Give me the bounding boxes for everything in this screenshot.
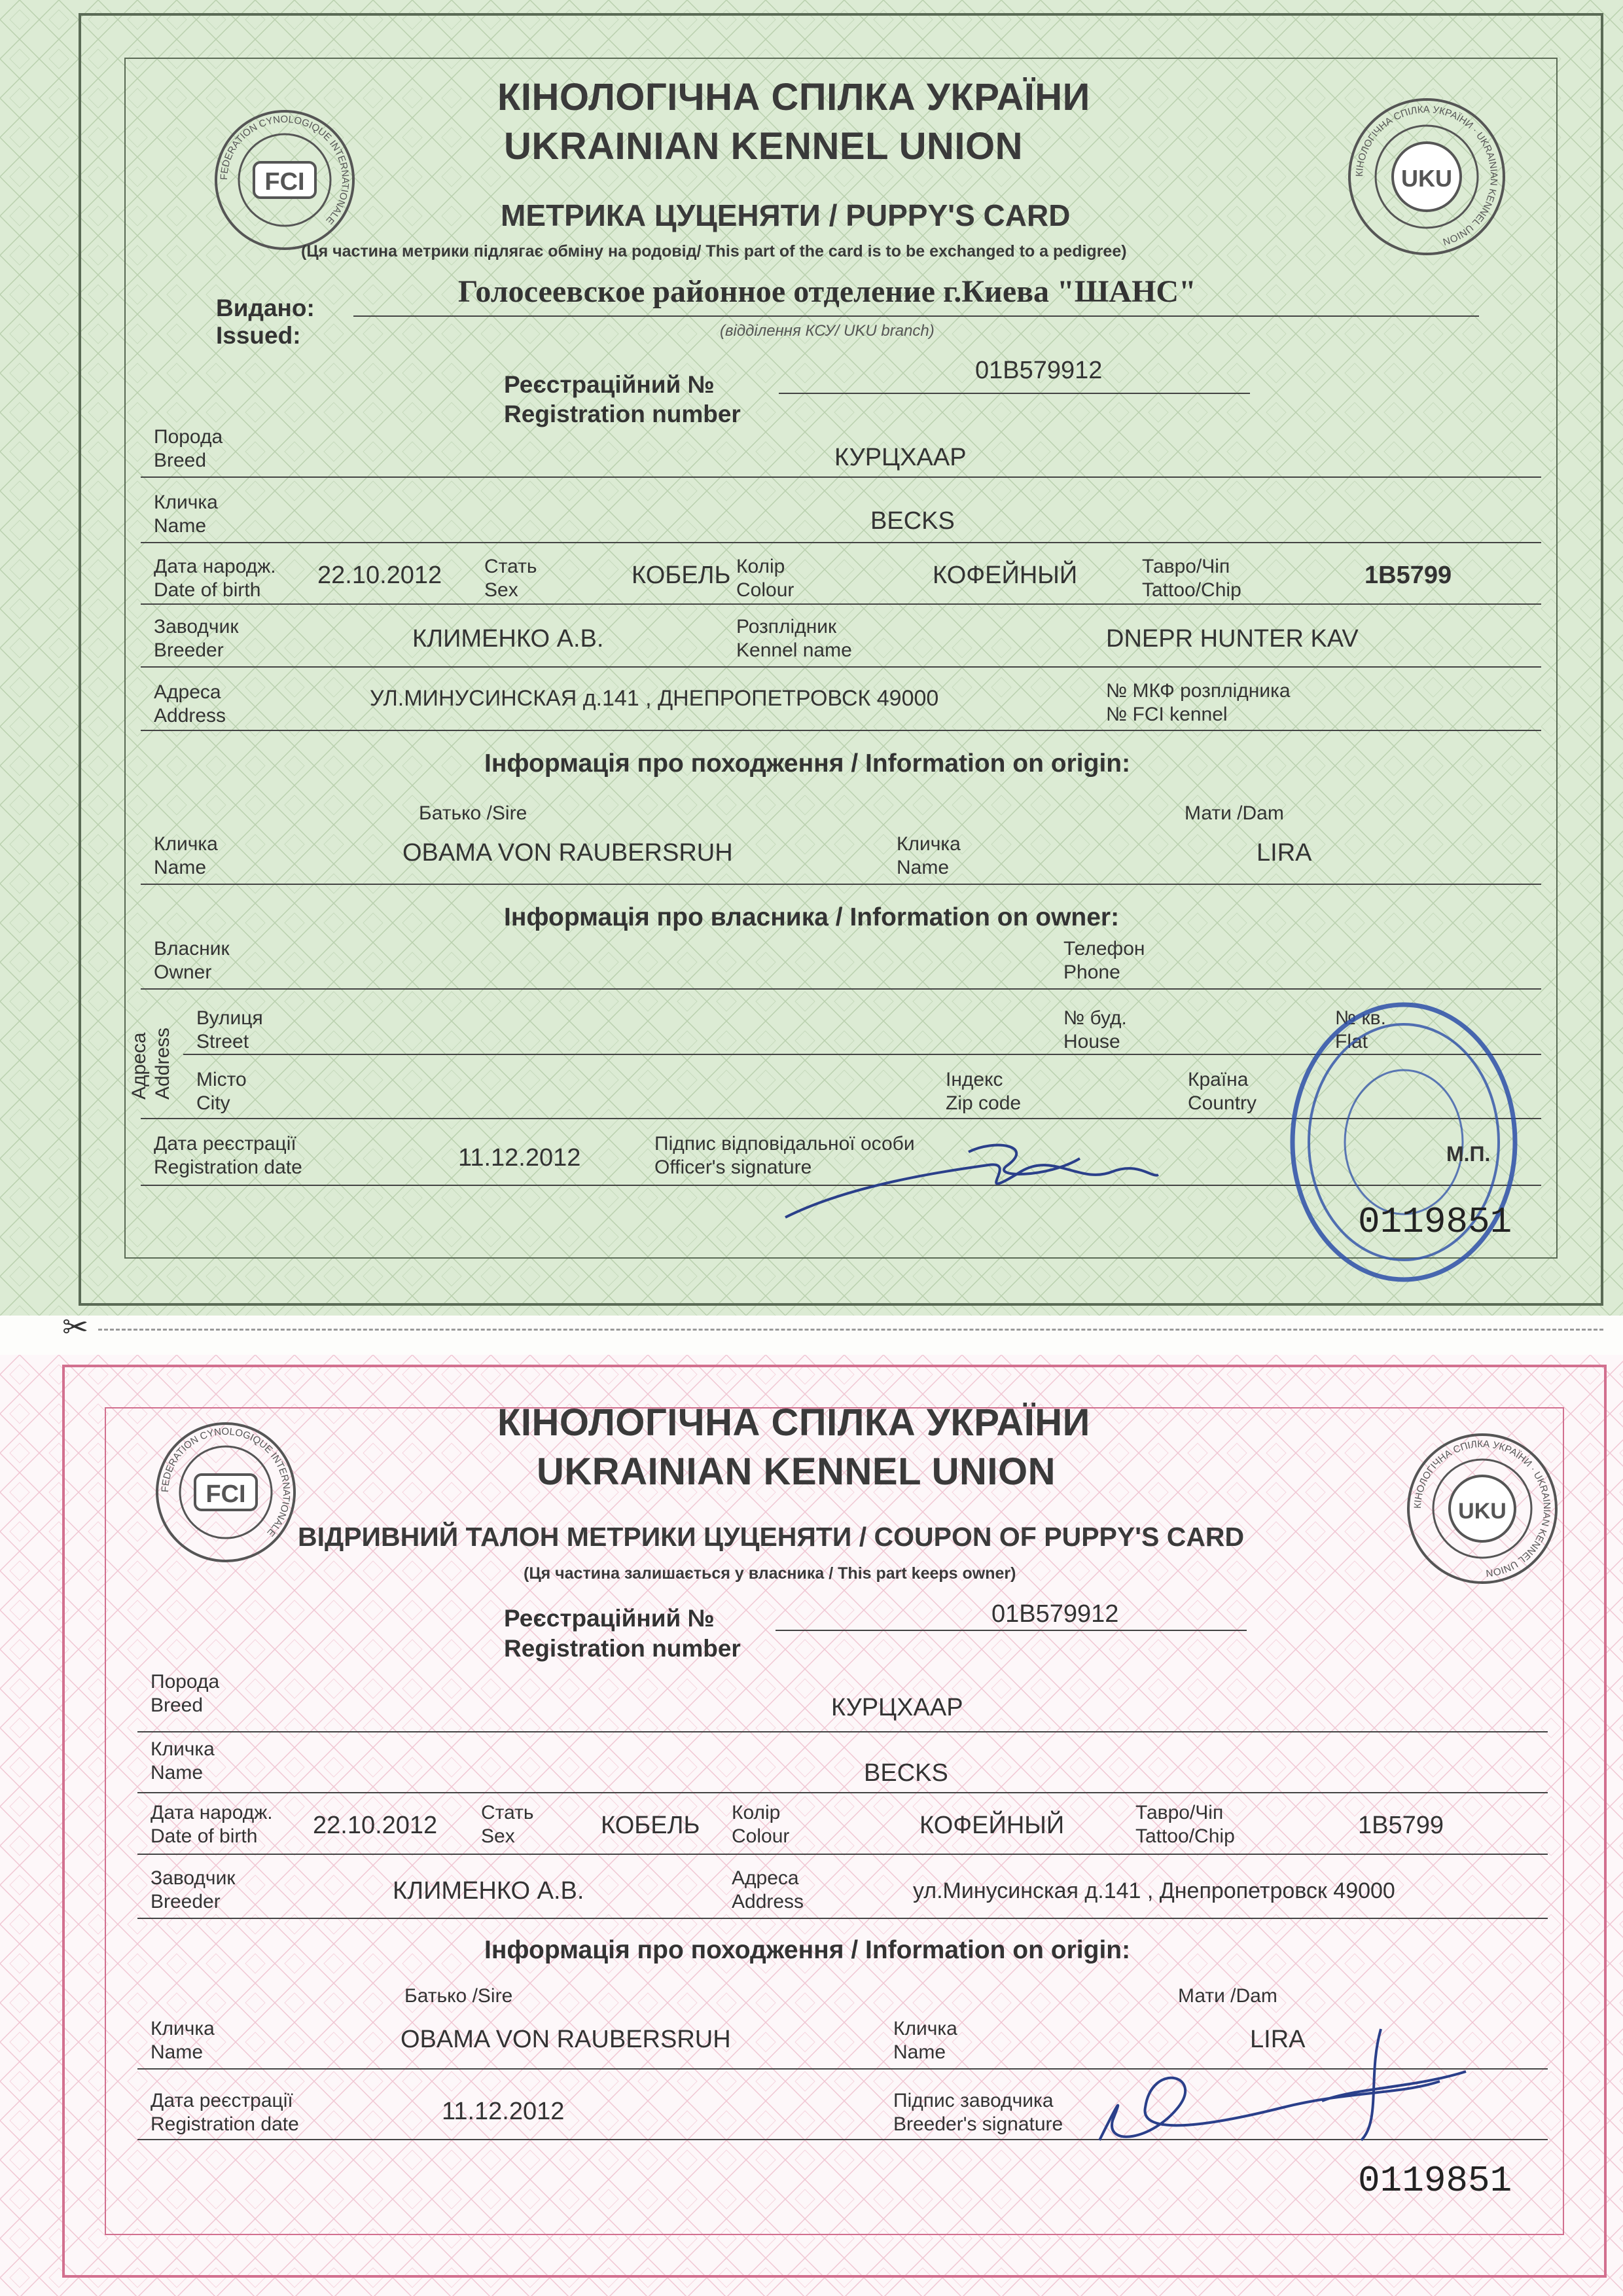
colour-value: КОФЕЙНЫЙ	[933, 562, 1078, 589]
reg-number: 01B579912	[991, 1600, 1119, 1628]
breed-value: КУРЦХААР	[831, 1694, 963, 1721]
breeder-signature	[1073, 2009, 1531, 2166]
sire-value: OBAMA VON RAUBERSRUH	[402, 839, 733, 867]
address-label: Адреса Address	[732, 1867, 804, 1912]
tattoo-value: 1B5799	[1364, 562, 1452, 589]
street-label: Вулиця Street	[196, 1007, 263, 1052]
svg-text:UKU: UKU	[1458, 1499, 1507, 1524]
row-line	[137, 1854, 1548, 1855]
row-line	[141, 988, 1541, 990]
breeder-value: КЛИМЕНКО А.В.	[412, 625, 604, 653]
dam-name-label: Кличка Name	[893, 2018, 957, 2063]
owner-title: Інформація про власника / Information on owner:	[504, 903, 1120, 931]
dob-value: 22.10.2012	[313, 1812, 438, 1839]
address-label: Адреса Address	[154, 681, 226, 726]
dob-label: Дата народж. Date of birth	[154, 556, 276, 601]
city-label: Місто City	[196, 1069, 247, 1114]
uku-logo	[1342, 92, 1512, 262]
colour-value: КОФЕЙНЫЙ	[919, 1812, 1065, 1839]
row-line	[137, 1731, 1548, 1732]
kennel-label: Розплідник Kennel name	[736, 616, 852, 661]
reg-number: 01B579912	[975, 357, 1103, 384]
org-title-ua: КІНОЛОГІЧНА СПІЛКА УКРАЇНИ	[497, 76, 1090, 118]
row-line	[141, 884, 1541, 885]
cut-line	[98, 1329, 1603, 1331]
address-value: ул.Минусинская д.141 , Днепропетровск 49000	[913, 1878, 1395, 1903]
card-note: (Ця частина метрики підлягає обміну на родовід/ This part of the card is to be exchanged to a pedigree)	[301, 242, 1127, 260]
breed-value: КУРЦХААР	[834, 444, 967, 471]
sex-label: Стать Sex	[484, 556, 537, 601]
card-title: МЕТРИКА ЦУЦЕНЯТИ / PUPPY'S CARD	[501, 198, 1071, 232]
stamp-place-mark: М.П.	[1446, 1142, 1491, 1166]
svg-text:FEDERATION CYNOLOGIQUE INTERNA: FEDERATION CYNOLOGIQUE INTERNATIONALE	[159, 1426, 293, 1539]
colour-label: Колір Colour	[736, 556, 794, 601]
regdate-value: 11.12.2012	[458, 1144, 581, 1172]
scissors-icon: ✂	[62, 1310, 89, 1345]
dam-label: Мати /Dam	[1185, 802, 1284, 824]
row-line	[141, 666, 1541, 668]
svg-text:FCI: FCI	[205, 1480, 246, 1508]
sire-label: Батько /Sire	[419, 802, 527, 824]
regdate-value: 11.12.2012	[442, 2098, 565, 2125]
reg-line	[776, 1630, 1247, 1631]
officer-signature	[772, 1126, 1165, 1230]
uku-logo	[1400, 1427, 1564, 1590]
breed-label: Порода Breed	[154, 426, 223, 471]
phone-label: Телефон Phone	[1063, 938, 1145, 983]
address-side-label: Адреса Address	[128, 1027, 173, 1100]
svg-text:FEDERATION CYNOLOGIQUE INTERNA: FEDERATION CYNOLOGIQUE INTERNATIONALE	[218, 113, 351, 226]
reg-label-en: Registration number	[504, 1635, 741, 1662]
owner-label: Власник Owner	[154, 938, 230, 983]
row-line	[141, 542, 1541, 543]
sire-name-label: Кличка Name	[154, 833, 218, 878]
flat-label: № кв. Flat	[1335, 1007, 1386, 1052]
sex-value: КОБЕЛЬ	[601, 1812, 700, 1839]
dob-value: 22.10.2012	[317, 562, 442, 589]
regdate-label: Дата реєстрації Registration date	[151, 2090, 299, 2135]
dam-name-label: Кличка Name	[897, 833, 961, 878]
svg-text:FCI: FCI	[264, 168, 305, 196]
address-value: УЛ.МИНУСИНСКАЯ д.141 , ДНЕПРОПЕТРОВСК 49000	[370, 686, 939, 711]
row-line	[137, 1792, 1548, 1793]
colour-label: Колір Colour	[732, 1802, 790, 1847]
org-title-ua: КІНОЛОГІЧНА СПІЛКА УКРАЇНИ	[497, 1401, 1090, 1444]
reg-label-en: Registration number	[504, 401, 741, 427]
sire-label: Батько /Sire	[404, 1985, 513, 2007]
dam-value: LIRA	[1250, 2026, 1306, 2053]
country-label: Країна Country	[1188, 1069, 1257, 1114]
row-line	[137, 1918, 1548, 1919]
name-value: BECKS	[870, 507, 955, 535]
fci-kennel-label: № МКФ розплідника № FCI kennel	[1106, 680, 1291, 725]
org-title-en: UKRAINIAN KENNEL UNION	[537, 1450, 1056, 1493]
name-value: BECKS	[864, 1759, 948, 1787]
row-line	[141, 603, 1541, 605]
tattoo-label: Тавро/Чіп Tattoo/Chip	[1135, 1802, 1235, 1847]
fci-logo	[209, 105, 360, 255]
kennel-value: DNEPR HUNTER KAV	[1106, 625, 1359, 653]
issued-line	[353, 315, 1479, 317]
officer-signature-label: Підпис відповідальної особи Officer's signature	[654, 1133, 915, 1178]
issued-label-ua: Видано:	[216, 295, 315, 321]
regdate-label: Дата реєстрації Registration date	[154, 1133, 302, 1178]
issued-sub: (відділення КСУ/ UKU branch)	[720, 322, 935, 340]
reg-line	[779, 393, 1250, 394]
row-line	[141, 730, 1541, 731]
house-label: № буд. House	[1063, 1007, 1127, 1052]
fci-logo	[151, 1417, 301, 1568]
row-line	[141, 476, 1541, 478]
breeder-label: Заводчик Breeder	[151, 1867, 236, 1912]
reg-label-ua: Реєстраційний №	[504, 1605, 715, 1632]
name-label: Кличка Name	[151, 1738, 215, 1784]
sex-value: КОБЕЛЬ	[632, 562, 731, 589]
coupon-title: ВІДРИВНИЙ ТАЛОН МЕТРИКИ ЦУЦЕНЯТИ / COUPON OF PUPPY'S CARD	[298, 1522, 1245, 1552]
issued-label-en: Issued:	[216, 322, 301, 349]
sire-value: OBAMA VON RAUBERSRUH	[401, 2026, 731, 2053]
tattoo-value: 1B5799	[1358, 1812, 1444, 1839]
serial-number: 0119851	[1358, 1201, 1512, 1243]
serial-number: 0119851	[1358, 2160, 1512, 2202]
breed-label: Порода Breed	[151, 1671, 220, 1716]
breeder-signature-label: Підпис заводчика Breeder's signature	[893, 2090, 1063, 2135]
svg-text:UKU: UKU	[1401, 165, 1452, 192]
org-title-en: UKRAINIAN KENNEL UNION	[504, 125, 1023, 168]
dam-label: Мати /Dam	[1178, 1985, 1277, 2007]
name-label: Кличка Name	[154, 492, 218, 537]
dob-label: Дата народж. Date of birth	[151, 1802, 273, 1847]
tattoo-label: Тавро/Чіп Tattoo/Chip	[1142, 556, 1241, 601]
zip-label: Індекс Zip code	[946, 1069, 1022, 1114]
sire-name-label: Кличка Name	[151, 2018, 215, 2063]
reg-label-ua: Реєстраційний №	[504, 371, 715, 398]
breeder-label: Заводчик Breeder	[154, 616, 239, 661]
breeder-value: КЛИМЕНКО А.В.	[393, 1877, 584, 1905]
origin-title: Інформація про походження / Information on origin:	[484, 749, 1131, 778]
issued-value: Голосеевское районное отделение г.Киева "ШАНС"	[458, 274, 1196, 309]
svg-text:КІНОЛОГІЧНА СПІЛКА УКРАЇНИ · U: КІНОЛОГІЧНА СПІЛКА УКРАЇНИ · UKRAINIAN KENNEL UNION	[1412, 1438, 1553, 1579]
dam-value: LIRA	[1257, 839, 1312, 867]
svg-text:КІНОЛОГІЧНА СПІЛКА УКРАЇНИ · U: КІНОЛОГІЧНА СПІЛКА УКРАЇНИ · UKRAINIAN KENNEL UNION	[1353, 103, 1500, 247]
sex-label: Стать Sex	[481, 1802, 534, 1847]
coupon-note: (Ця частина залишається у власника / This part keeps owner)	[524, 1564, 1016, 1583]
origin-title: Інформація про походження / Information on origin:	[484, 1936, 1131, 1964]
